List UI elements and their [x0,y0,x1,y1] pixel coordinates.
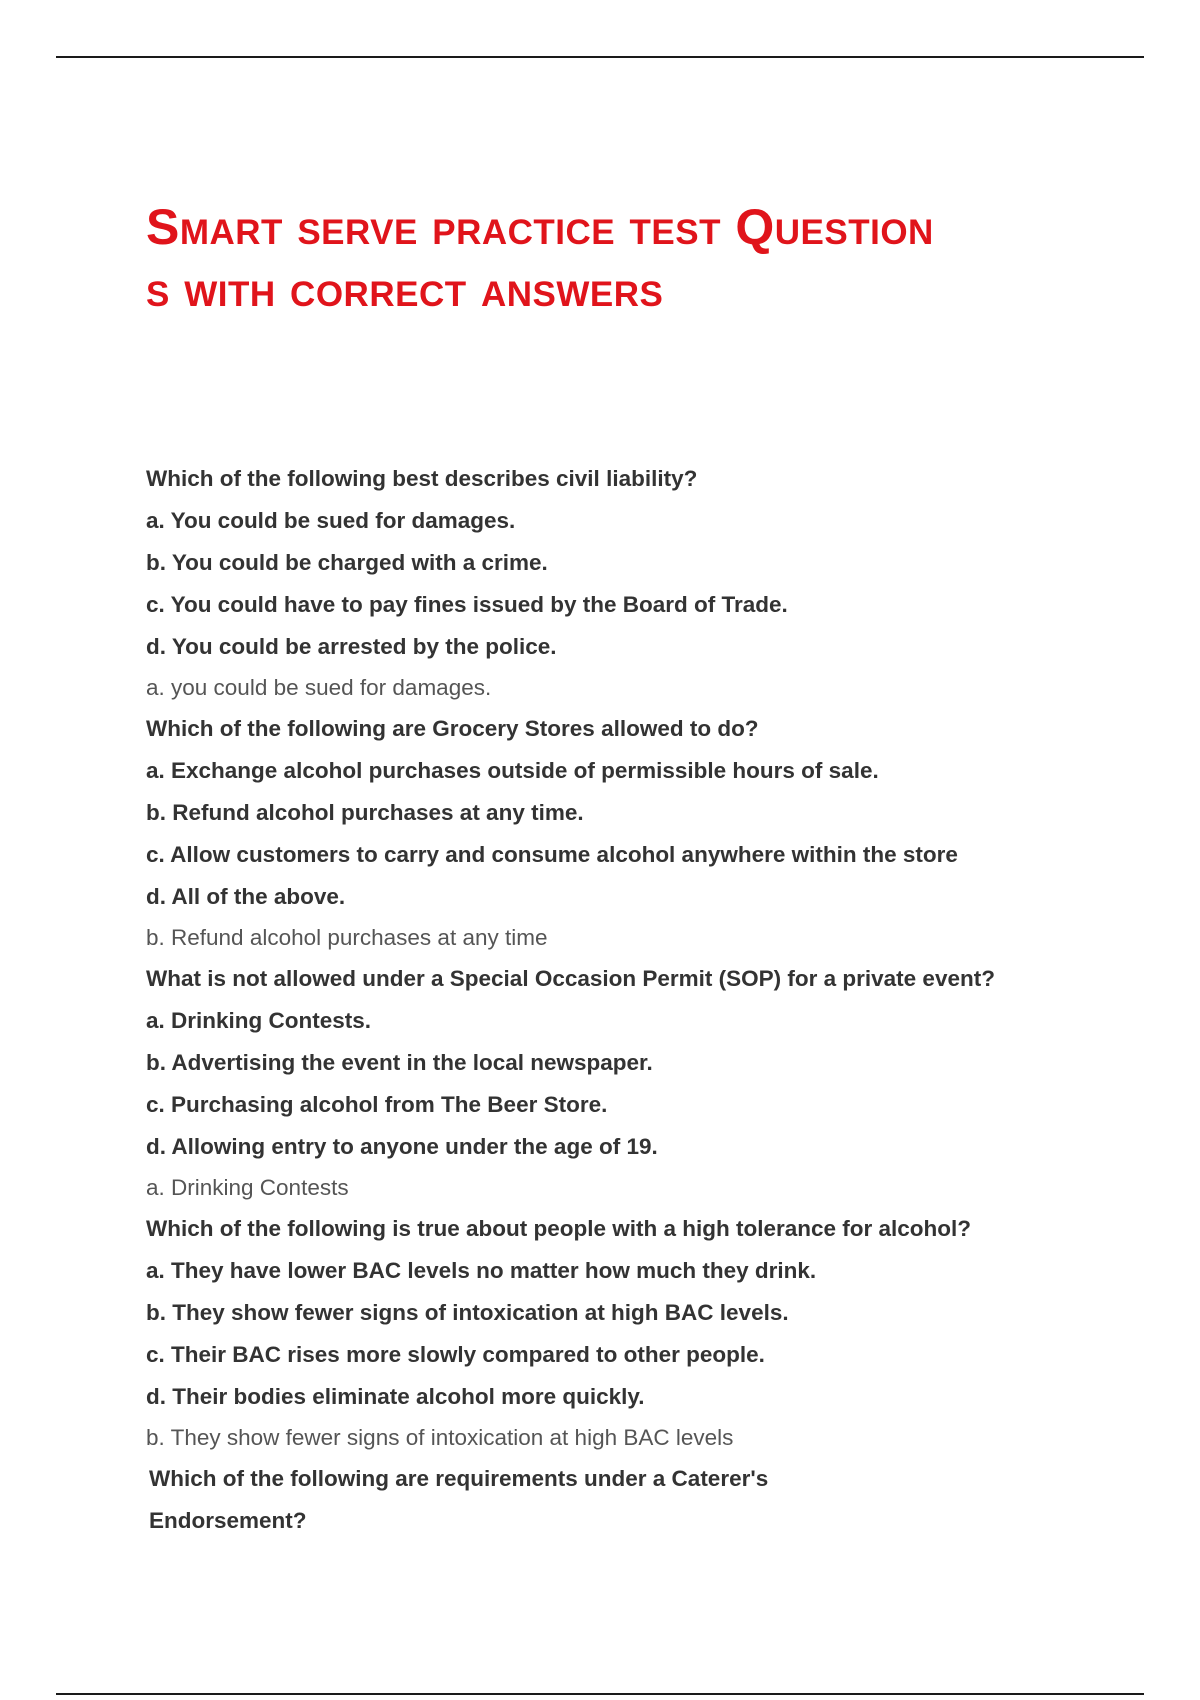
option-d: d. Their bodies eliminate alcohol more quickly. [146,1384,645,1409]
option-b: b. You could be charged with a crime. [146,550,548,575]
option-a: a. Drinking Contests. [146,1008,372,1033]
top-rule [56,56,1144,58]
option-c: c. Their BAC rises more slowly compared to other people. [146,1342,765,1367]
document-title [146,196,1086,320]
question-text: Which of the following are Grocery Stores allowed to do? [146,716,759,741]
question-block-1 [146,458,1076,708]
question-text-line-2: Endorsement? [149,1508,307,1533]
question-text: Which of the following is true about people with a high tolerance for alcohol? [146,1216,972,1241]
title-line-2: s with correct answers [146,261,664,317]
correct-answer: b. They show fewer signs of intoxication at high BAC levels [146,1425,734,1450]
correct-answer: a. you could be sued for damages. [146,675,492,700]
option-a: a. Exchange alcohol purchases outside of permissible hours of sale. [146,758,879,783]
option-b: b. They show fewer signs of intoxication at high BAC levels. [146,1300,789,1325]
option-b: b. Advertising the event in the local newspaper. [146,1050,653,1075]
option-a: a. They have lower BAC levels no matter how much they drink. [146,1258,817,1283]
option-d: d. You could be arrested by the police. [146,634,557,659]
question-list [146,458,1076,1542]
option-a: a. You could be sued for damages. [146,508,516,533]
option-d: d. All of the above. [146,884,346,909]
bottom-rule [56,1693,1144,1695]
correct-answer: a. Drinking Contests [146,1175,349,1200]
option-c: c. Purchasing alcohol from The Beer Store. [146,1092,608,1117]
question-block-4 [146,1208,1076,1458]
correct-answer: b. Refund alcohol purchases at any time [146,925,548,950]
option-b: b. Refund alcohol purchases at any time. [146,800,584,825]
question-block-3 [146,958,1076,1208]
question-text: What is not allowed under a Special Occasion Permit (SOP) for a private event? [146,966,995,991]
option-c: c. You could have to pay fines issued by the Board of Trade. [146,592,788,617]
question-text: Which of the following best describes civil liability? [146,466,698,491]
question-block-2 [146,708,1076,958]
question-block-5 [149,1458,1076,1542]
title-line-1: Smart serve practice test Question [146,199,934,255]
question-text-line-1: Which of the following are requirements under a Caterer's [149,1466,769,1491]
option-d: d. Allowing entry to anyone under the age of 19. [146,1134,658,1159]
option-c: c. Allow customers to carry and consume alcohol anywhere within the store [146,842,958,867]
